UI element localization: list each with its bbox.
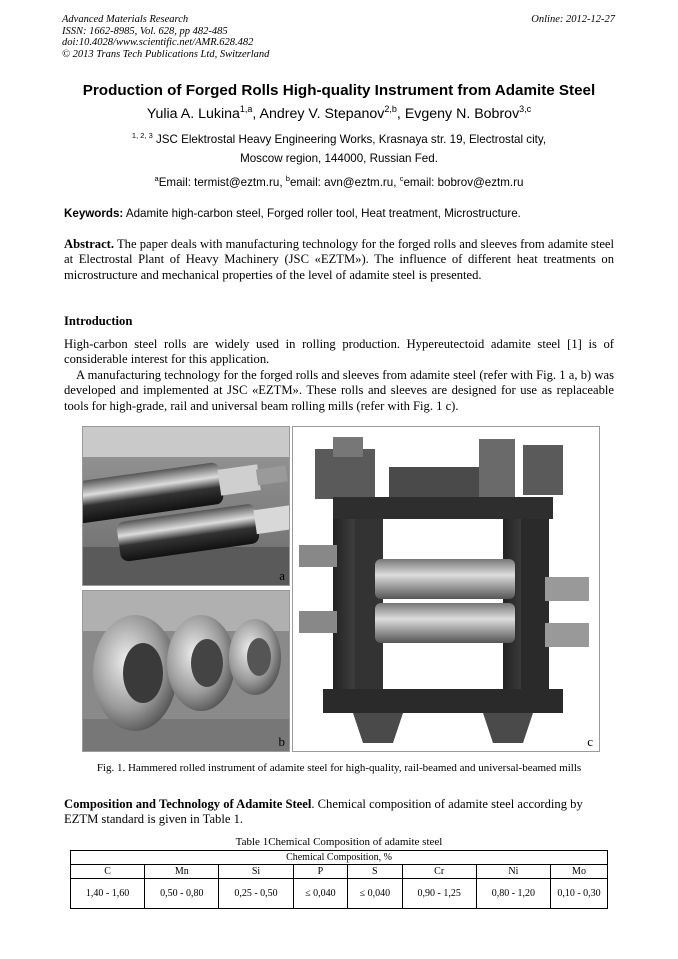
- figure-letter-c: c: [587, 734, 593, 749]
- table-cell: ≤ 0,040: [348, 879, 402, 909]
- author-name: Evgeny N. Bobrov: [404, 106, 520, 122]
- figure-1b-sleeves-photo: [82, 590, 290, 752]
- author-separator: ,: [252, 106, 260, 122]
- column-header: P: [293, 865, 347, 879]
- author-name: Yulia A. Lukina: [146, 106, 240, 122]
- email-superscript: b: [285, 174, 290, 183]
- chemical-composition-table: [70, 850, 608, 909]
- author-separator: ,: [396, 106, 405, 122]
- abstract: [64, 237, 614, 283]
- figure-letter-b: b: [278, 734, 285, 749]
- affiliation-text: JSC Elektrostal Heavy Engineering Works, Krasnaya str. 19, Electrostal city,: [152, 133, 547, 146]
- email-superscript: a: [154, 174, 159, 183]
- table-group-header: Chemical Composition, %: [71, 851, 608, 865]
- author-list: [0, 104, 678, 122]
- copyright-line: © 2013 Trans Tech Publications Ltd, Switzerland: [62, 48, 270, 60]
- composition-paragraph: [64, 797, 619, 828]
- mill-stand-illustration: [293, 427, 599, 751]
- author-superscript: 3,c: [519, 104, 532, 114]
- figure-letter-a: a: [279, 568, 285, 583]
- figure-1a-rolls-photo: [82, 426, 290, 586]
- affiliation-line-2: Moscow region, 144000, Russian Fed.: [240, 152, 438, 165]
- table-header-row: [71, 865, 608, 879]
- table-cell: 0,50 - 0,80: [145, 879, 219, 909]
- table-row: [71, 879, 608, 909]
- keywords-label: Keywords:: [64, 207, 124, 220]
- doi-line: doi:10.4028/www.scientific.net/AMR.628.482: [62, 37, 254, 48]
- table-cell: 0,80 - 1,20: [476, 879, 550, 909]
- composition-heading: Composition and Technology of Adamite Steel: [64, 797, 312, 811]
- introduction-heading: Introduction: [64, 314, 133, 328]
- table-cell: 1,40 - 1,60: [71, 879, 145, 909]
- affiliation-line-1: [0, 131, 678, 146]
- paper-title: Production of Forged Rolls High-quality Instrument from Adamite Steel: [82, 82, 596, 99]
- introduction-paragraph-1: High-carbon steel rolls are widely used in rolling production. Hypereutectoid adamite steel [1] is of considerable interest for this application.: [64, 337, 614, 367]
- table-cell: ≤ 0,040: [293, 879, 347, 909]
- sleeves-photo-illustration: [83, 591, 289, 751]
- figure-caption: Fig. 1. Hammered rolled instrument of adamite steel for high-quality, rail-beamed and universal-beamed mills: [96, 762, 582, 774]
- introduction-paragraph-2: A manufacturing technology for the forged rolls and sleeves from adamite steel (refer with Fig. 1 a, b) was developed and implemented at JSC «EZTM». These rolls and sleeves are designed for use as replaceable tools for high-grade, rail and universal beam rolling mills (refer with Fig. 1 c).: [64, 368, 614, 413]
- email-line: [0, 174, 678, 189]
- table-cell: 0,90 - 1,25: [402, 879, 476, 909]
- abstract-text: The paper deals with manufacturing technology for the forged rolls and sleeves from adamite steel at Electrostal Plant of Heavy Machinery (JSC «EZTM»). The influence of different heat treatments on microstructure and mechanical properties of the level of adamite steel is presented.: [64, 237, 614, 282]
- email-b[interactable]: email: avn@eztm.ru,: [289, 176, 400, 189]
- email-c[interactable]: email: bobrov@eztm.ru: [403, 176, 524, 189]
- keywords-text: Adamite high-carbon steel, Forged roller tool, Heat treatment, Microstructure.: [123, 207, 521, 220]
- author-superscript: 1,a: [239, 104, 253, 114]
- email-a[interactable]: Email: termist@eztm.ru,: [158, 176, 286, 189]
- column-header: Mn: [145, 865, 219, 879]
- column-header: Si: [219, 865, 293, 879]
- column-header: S: [348, 865, 402, 879]
- column-header: Cr: [402, 865, 476, 879]
- affiliation-superscript: 1, 2, 3: [131, 131, 153, 140]
- keywords: [64, 207, 521, 220]
- abstract-label: Abstract.: [64, 237, 115, 251]
- table-cell: 0,25 - 0,50: [219, 879, 293, 909]
- figure-1c-mill-stand-render: [292, 426, 600, 752]
- online-date: Online: 2012-12-27: [531, 14, 615, 25]
- email-superscript: c: [399, 174, 404, 183]
- journal-header: [62, 14, 269, 60]
- author-name: Andrey V. Stepanov: [259, 106, 385, 122]
- table-cell: 0,10 - 0,30: [551, 879, 608, 909]
- journal-name: Advanced Materials Research: [62, 14, 189, 25]
- column-header: C: [71, 865, 145, 879]
- issn-line: ISSN: 1662-8985, Vol. 628, pp 482-485: [62, 25, 228, 37]
- table-caption: Table 1Chemical Composition of adamite steel: [235, 836, 443, 848]
- rolls-photo-illustration: [83, 427, 289, 585]
- author-superscript: 2,b: [384, 104, 397, 114]
- composition-text: . Chemical composition of adamite steel according by EZTM standard is given in Table 1.: [64, 797, 583, 827]
- column-header: Ni: [476, 865, 550, 879]
- column-header: Mo: [551, 865, 608, 879]
